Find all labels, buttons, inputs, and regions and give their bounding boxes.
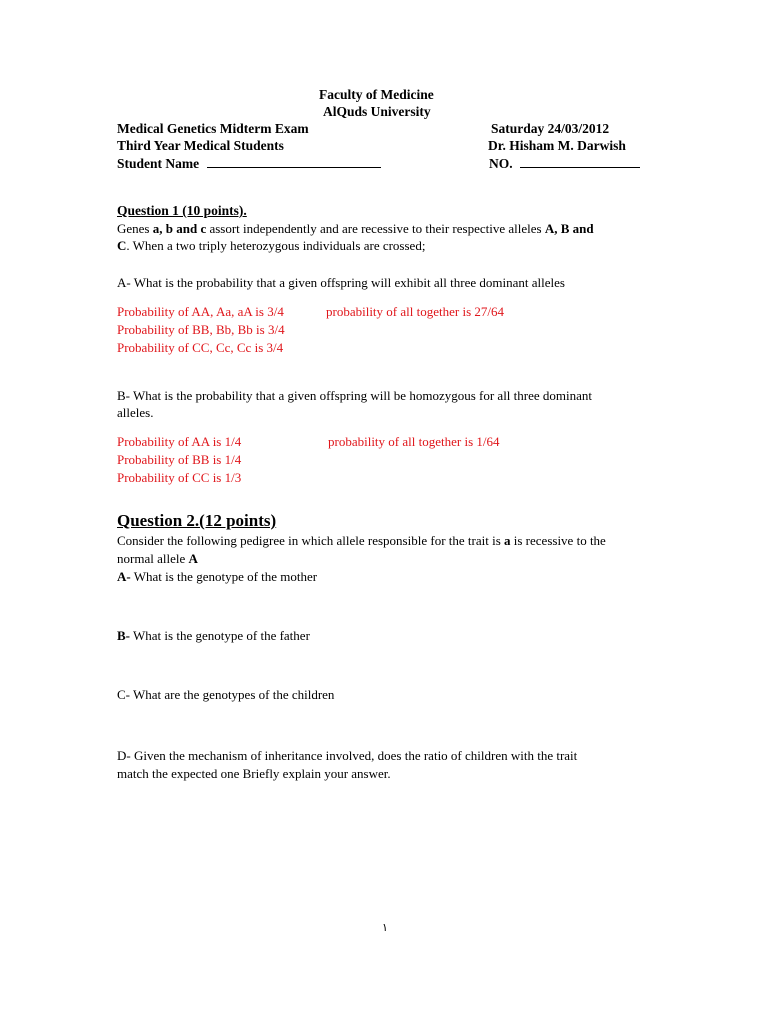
student-name-label: Student Name [117,156,200,171]
question-1-part-a: A- What is the probability that a given offspring will exhibit all three dominant alleles [117,275,565,290]
student-name-blank[interactable] [207,155,381,168]
page-number: ١ [382,922,388,934]
question-1-part-b-line1: B- What is the probability that a given offspring will be homozygous for all three dominant [117,388,593,403]
question-2-intro-line1: Consider the following pedigree in which allele responsible for the trait is a is recessive to the [117,533,606,548]
question-1-title: Question 1 (10 points). [117,203,247,218]
question-1-intro-line2: C. When a two triply heterozygous individuals are crossed; [117,238,426,253]
question-2-part-b: B- What is the genotype of the father [117,628,310,643]
faculty-title: Faculty of Medicine [319,87,434,102]
university-title: AlQuds University [323,104,431,119]
answer-a-total: probability of all together is 27/64 [326,304,504,319]
answer-a-line-1: Probability of AA, Aa, aA is 3/4 [117,304,284,319]
question-1-part-b-line2: alleles. [117,405,154,420]
question-2-intro-line2: normal allele A [117,551,198,566]
exam-title: Medical Genetics Midterm Exam [117,121,309,136]
question-2-part-d-line2: match the expected one Briefly explain your answer. [117,766,391,781]
exam-date: Saturday 24/03/2012 [491,121,610,136]
question-2-part-a: A- What is the genotype of the mother [117,569,318,584]
student-year: Third Year Medical Students [117,138,284,153]
student-number-field[interactable] [489,155,640,172]
student-number-blank[interactable] [520,155,640,168]
question-1-intro-line1: Genes a, b and c assort independently and are recessive to their respective alleles A, B and [117,221,594,236]
answer-a-line-2: Probability of BB, Bb, Bb is 3/4 [117,322,285,337]
instructor-name: Dr. Hisham M. Darwish [488,138,626,153]
answer-b-line-2: Probability of BB is 1/4 [117,452,242,467]
question-2-part-c: C- What are the genotypes of the children [117,687,335,702]
answer-b-line-3: Probability of CC is 1/3 [117,470,242,485]
answer-a-line-3: Probability of CC, Cc, Cc is 3/4 [117,340,284,355]
question-2-part-d-line1: D- Given the mechanism of inheritance involved, does the ratio of children with the trait [117,748,578,763]
answer-b-line-1: Probability of AA is 1/4 [117,434,242,449]
student-number-label: NO. [489,156,513,171]
student-name-field[interactable] [117,155,381,172]
answer-b-total: probability of all together is 1/64 [328,434,500,449]
question-2-title: Question 2.(12 points) [117,511,277,530]
